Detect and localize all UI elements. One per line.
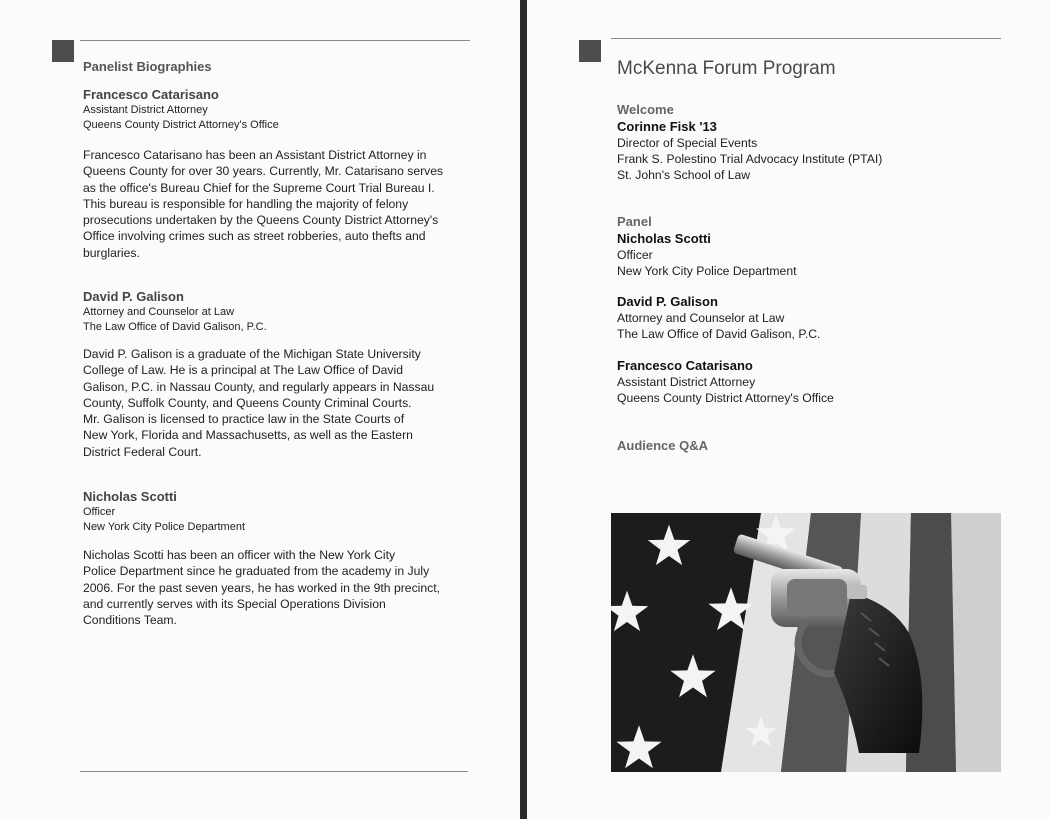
panel-member-line: Officer (617, 248, 653, 262)
top-divider (80, 40, 470, 41)
bio-line: Mr. Galison is licensed to practice law in the State Courts of (83, 412, 405, 427)
bio-line: This bureau is responsible for handling the majority of felony (83, 196, 409, 211)
left-page (0, 0, 520, 819)
welcome-line: St. John's School of Law (617, 168, 751, 182)
bio-paragraph (83, 346, 478, 460)
panel-member-name: Nicholas Scotti (617, 231, 711, 246)
audience-heading: Audience Q&A (617, 438, 709, 453)
panel-member-name: David P. Galison (617, 294, 718, 309)
bio-paragraph (83, 147, 478, 261)
bio-line: prosecutions undertaken by the Queens County District Attorney's (83, 213, 439, 228)
panel-member-line: The Law Office of David Galison, P.C. (617, 327, 821, 341)
bio-title-line2: Queens County District Attorney's Office (83, 119, 279, 131)
bio-line: Office involving crimes such as street robberies, auto thefts and (83, 229, 426, 244)
bio-paragraph (83, 547, 478, 628)
bio-line: Galison, P.C. in Nassau County, and regularly appears in Nassau (83, 379, 435, 394)
bio-line: New York, Florida and Massachusetts, as well as the Eastern (83, 428, 413, 443)
bio-name: Nicholas Scotti (83, 489, 177, 504)
bio-title-line2: New York City Police Department (83, 521, 246, 533)
bio-line: Francesco Catarisano has been an Assistant District Attorney in (83, 148, 427, 162)
revolver-on-flag-image (611, 513, 1001, 772)
panel-member-line: Assistant District Attorney (617, 375, 756, 389)
panel-member-line: Queens County District Attorney's Office (617, 391, 834, 405)
bio-line: County, Suffolk County, and Queens County Criminal Courts. (83, 395, 412, 410)
right-page (527, 0, 1050, 819)
bottom-divider (80, 771, 468, 772)
bio-title-line1: Officer (83, 506, 116, 518)
square-marker-icon (579, 40, 601, 62)
welcome-line: Frank S. Polestino Trial Advocacy Institute (PTAI) (617, 152, 883, 166)
bio-line: Police Department since he graduated from the academy in July (83, 564, 430, 579)
top-divider (611, 38, 1001, 39)
square-marker-icon (52, 40, 74, 62)
program-title: McKenna Forum Program (617, 58, 836, 79)
bio-title-line2: The Law Office of David Galison, P.C. (83, 321, 267, 333)
welcome-line: Director of Special Events (617, 136, 758, 150)
bio-line: burglaries. (83, 245, 140, 260)
bio-line: Nicholas Scotti has been an officer with the New York City (83, 548, 396, 562)
bio-title-line1: Assistant District Attorney (83, 104, 208, 116)
welcome-heading: Welcome (617, 102, 674, 117)
welcome-name: Corinne Fisk '13 (617, 119, 717, 134)
bio-line: as the office's Bureau Chief for the Supreme Court Trial Bureau I. (83, 180, 435, 195)
bio-name: Francesco Catarisano (83, 87, 219, 102)
bio-line: 2006. For the past seven years, he has worked in the 9th precinct, (83, 580, 441, 595)
bio-line: College of Law. He is a principal at The Law Office of David (83, 363, 403, 378)
bio-line: and currently serves with its Special Operations Division (83, 596, 386, 611)
bio-line: District Federal Court. (83, 444, 202, 459)
bio-name: David P. Galison (83, 289, 184, 304)
panel-member-name: Francesco Catarisano (617, 358, 753, 373)
bio-title-line1: Attorney and Counselor at Law (83, 306, 235, 318)
bio-line: David P. Galison is a graduate of the Michigan State University (83, 347, 421, 361)
bio-line: Queens County for over 30 years. Currently, Mr. Catarisano serves (83, 164, 444, 179)
bio-line: Conditions Team. (83, 613, 177, 628)
panel-member-line: New York City Police Department (617, 264, 797, 278)
panel-member-line: Attorney and Counselor at Law (617, 311, 785, 325)
section-title: Panelist Biographies (83, 59, 212, 74)
panel-heading: Panel (617, 214, 652, 229)
